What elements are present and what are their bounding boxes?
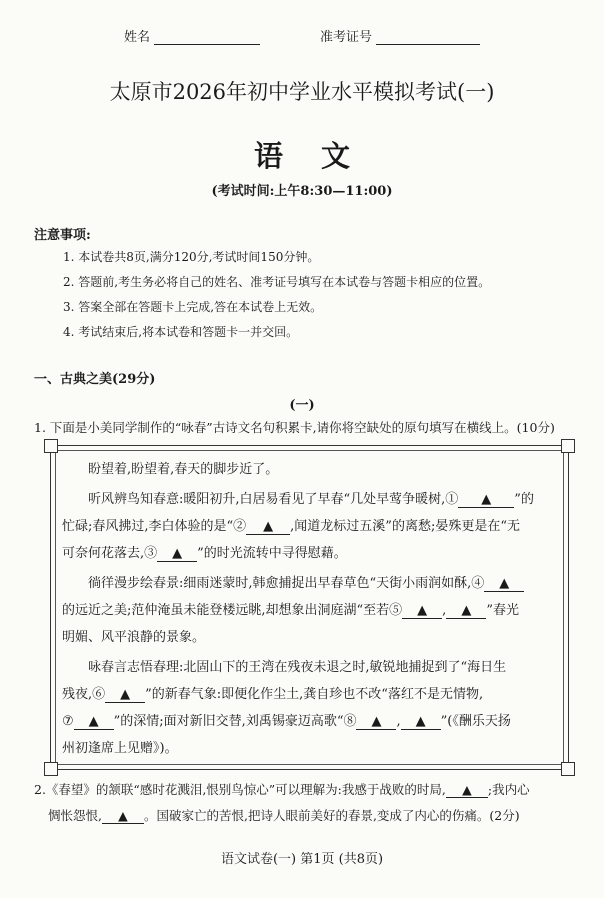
answer-blank-2[interactable]: ▲ [246,520,290,535]
exam-title: 太原市2026年初中学业水平模拟考试(一) [109,80,495,104]
subject-title: 语文 [253,139,388,173]
frame-corner [44,762,58,776]
answer-blank-8b[interactable]: ▲ [401,715,441,730]
card-line: ⑦ ▲ ”的深情;面对新旧交替,刘禹锡豪迈高歌“⑧ ▲ , ▲ ”(《酬乐天扬 [62,714,511,729]
card-line: 咏春言志悟春理:北固山下的王湾在残夜未退之时,敏锐地捕捉到了“海日生 [88,660,507,675]
notes-heading: 注意事项: [34,228,91,243]
card-line: 徜徉漫步绘春景:细雨迷蒙时,韩愈捕捉出早春草色“天街小雨润如酥,④ ▲ [88,572,524,592]
q2-answer-blank-2[interactable]: ▲ [102,809,144,824]
frame-corner [561,762,575,776]
question-2-line: 2.《春望》的颔联“感时花溅泪,恨别鸟惊心”可以理解为:我感于战败的时局, ▲ ;我内心 [34,782,530,797]
part-label: (一) [289,398,315,413]
card-line: 忙碌;春风拂过,李白体验的是“② ▲ ,闻道龙标过五溪”的离愁;晏殊更是在“无 [62,519,520,534]
card-line: 明媚、风平浪静的景象。 [62,630,206,645]
answer-blank-1[interactable]: ▲ [458,493,514,508]
answer-blank-5a[interactable]: ▲ [402,604,442,619]
question-1-prompt: 1. 下面是小美同学制作的“咏春”古诗文名句积累卡,请你将空缺处的原句填写在横线上。(10分) [34,420,555,435]
frame-corner [44,439,58,453]
q2-answer-blank-1[interactable]: ▲ [446,783,488,798]
card-line: 听风辨鸟知春意:暖阳初升,白居易看见了早春“几处早莺争暖树,① ▲ ”的 [88,492,534,507]
name-underline [154,30,260,45]
note-item: 3. 答案全部在答题卡上完成,答在本试卷上无效。 [63,300,323,314]
card-line: 残夜,⑥ ▲ ”的新春气象:即便化作尘土,龚自珍也不改“落红不是无情物, [62,687,484,702]
exam-time: (考试时间:上午8:30—11:00) [211,184,393,199]
answer-blank-8a[interactable]: ▲ [356,715,396,730]
card-line: 盼望着,盼望着,春天的脚步近了。 [88,462,279,477]
answer-blank-3[interactable]: ▲ [157,547,197,562]
question-2-line: 惆怅怨恨, ▲ 。国破家亡的苦恨,把诗人眼前美好的春景,变成了内心的伤痛。(2分) [48,808,520,823]
frame-corner [561,439,575,453]
exam-id-label: 准考证号 [320,30,373,45]
card-line: 州初逢席上见赠》)。 [62,741,178,756]
note-item: 1. 本试卷共8页,满分120分,考试时间150分钟。 [63,250,320,264]
note-item: 4. 考试结束后,将本试卷和答题卡一并交回。 [63,325,299,339]
answer-blank-5b[interactable]: ▲ [446,604,486,619]
name-label: 姓名 [124,30,151,45]
name-field[interactable] [124,26,260,45]
page-footer: 语文试卷(一) 第1页 (共8页) [220,852,384,867]
exam-id-field[interactable] [320,26,480,45]
card-line: 可奈何花落去,③ ▲ ”的时光流转中寻得慰藉。 [62,546,347,561]
answer-blank-7[interactable]: ▲ [74,715,114,730]
exam-id-underline [376,30,480,45]
card-line: 的远近之美;范仲淹虽未能登楼远眺,却想象出洞庭湖“至若⑤ ▲ , ▲ ”春光 [62,603,519,618]
answer-blank-4[interactable]: ▲ [484,577,524,592]
section-title: 一、古典之美(29分) [34,372,156,387]
answer-blank-6[interactable]: ▲ [105,688,145,703]
note-item: 2. 答题前,考生务必将自己的姓名、准考证号填写在本试卷与答题卡相应的位置。 [63,275,491,289]
